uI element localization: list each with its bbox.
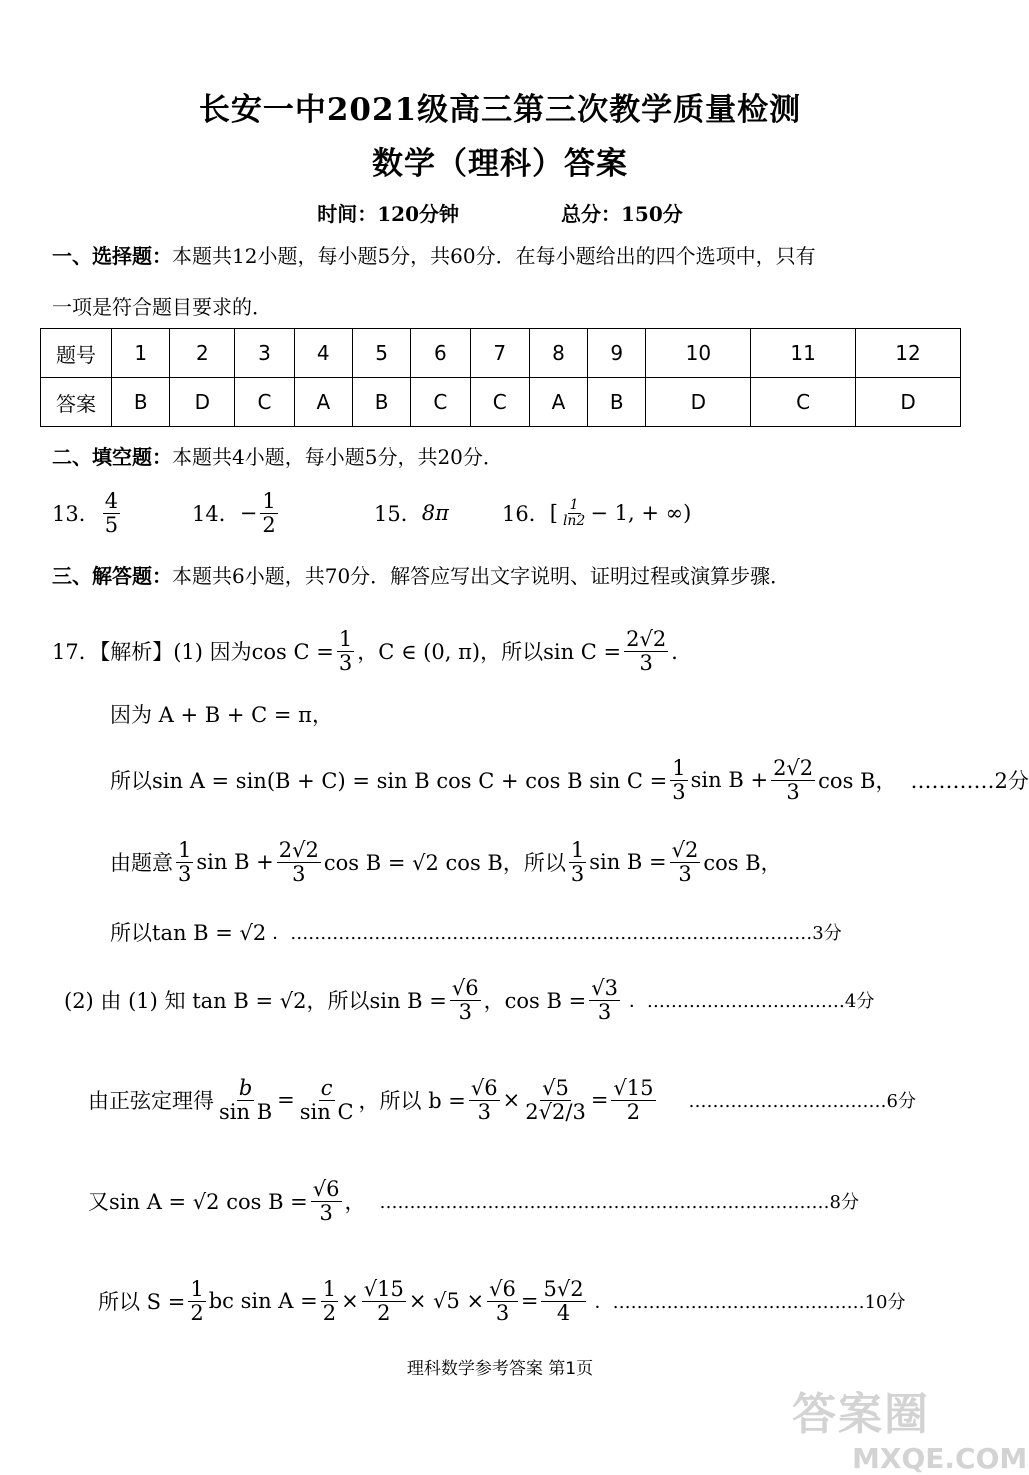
sol17-text: ，C ∈ (0, π)，所以sin C = <box>357 640 622 664</box>
sol17-text: 所以tan B = √2 <box>110 921 267 945</box>
sol17-fraction <box>217 1077 274 1122</box>
q15-answer <box>374 482 449 544</box>
table-cell: D <box>170 378 235 427</box>
numerator: √15 <box>613 1076 654 1101</box>
section1-desc: 本题共12小题，每小题5分，共60分．在每小题给出的四个选项中，只有 <box>172 244 816 268</box>
table-cell: 8 <box>529 329 587 378</box>
section1-desc-line1 <box>52 240 816 269</box>
numerator: √3 <box>591 976 618 1001</box>
table-cell: 11 <box>751 329 856 378</box>
denominator: 3 <box>672 779 686 804</box>
table-cell: D <box>646 378 751 427</box>
q14-fraction <box>260 490 277 535</box>
denominator: 3 <box>319 1200 333 1225</box>
exam-info <box>0 198 1000 227</box>
q16-answer <box>502 482 691 544</box>
sol17-fraction <box>337 628 354 673</box>
sol17-fraction <box>523 1077 588 1122</box>
section1-heading: 一、选择题： <box>52 244 172 268</box>
numerator: 1 <box>322 1277 337 1302</box>
numerator: 1 <box>672 756 686 781</box>
table-cell: 10 <box>646 329 751 378</box>
sol17-line6 <box>64 972 874 1028</box>
table-row <box>41 329 961 378</box>
sol17-text: 由题意 <box>110 851 173 875</box>
sol17-text: 由正弦定理得 <box>88 1089 214 1113</box>
denominator: 2 <box>322 1300 337 1325</box>
sol17-line5 <box>110 916 842 948</box>
denominator: 3 <box>597 999 612 1024</box>
numerator: √15 <box>363 1277 404 1302</box>
numerator: b <box>238 1076 253 1101</box>
sol17-fraction <box>298 1077 356 1122</box>
section2-desc <box>52 441 503 470</box>
page-title: 长安一中2021级高三第三次教学质量检测 <box>198 92 802 128</box>
sol17-fraction <box>541 1278 585 1323</box>
table-cell: 4 <box>294 329 352 378</box>
denominator: 3 <box>292 861 306 886</box>
q14-label: 14． <box>192 502 240 526</box>
table-cell: C <box>235 378 294 427</box>
numerator: 2√2 <box>278 838 319 863</box>
sol17-text: = <box>590 1088 609 1112</box>
numerator: 1 <box>338 627 353 652</box>
table-cell: A <box>294 378 352 427</box>
q13-label: 13． <box>52 502 100 526</box>
q14-denominator: 2 <box>262 512 276 537</box>
numerator: √6 <box>470 1076 498 1101</box>
sol17-text: (2) 由 (1) 知 tan B = √2，所以sin B = <box>64 989 447 1013</box>
sol17-text: × <box>341 1289 359 1313</box>
score-marker: …………2分 <box>910 769 1029 793</box>
denominator: 3 <box>338 650 353 675</box>
sol17-text: × √5 × <box>408 1289 485 1313</box>
table-cell: D <box>856 378 961 427</box>
sol17-fraction <box>771 757 815 802</box>
sol17-text: 所以 S = <box>98 1290 186 1314</box>
table-cell: 3 <box>235 329 294 378</box>
table-cell: 7 <box>470 329 529 378</box>
sol17-fraction <box>176 839 193 884</box>
sol17-text: ， <box>344 1190 366 1214</box>
answer-table <box>40 328 961 427</box>
sol17-line9 <box>98 1272 906 1330</box>
q16-fraction <box>561 498 587 528</box>
q16-rest: − 1, + ∞) <box>590 501 692 525</box>
q16-open-bracket: [ <box>549 501 558 525</box>
section1-desc-line2: 一项是符合题目要求的． <box>52 295 272 319</box>
denominator: 3 <box>495 1300 510 1325</box>
q15-value: 8π <box>421 501 449 525</box>
score-marker: ……………………………6分 <box>688 1091 916 1112</box>
q13-answer <box>52 482 123 544</box>
denominator: 2 <box>190 1300 204 1325</box>
sol17-text: ． <box>671 640 693 664</box>
numerator: 1 <box>178 838 192 863</box>
q14-answer <box>192 482 281 544</box>
numerator: √6 <box>312 1177 340 1202</box>
sol17-fraction <box>188 1278 205 1323</box>
numerator: √6 <box>489 1277 516 1302</box>
table-cell: C <box>411 378 470 427</box>
page-footer: 理科数学参考答案 第1页 <box>406 1359 594 1379</box>
sol17-fraction <box>611 1077 655 1122</box>
section3-heading: 三、解答题： <box>52 564 172 588</box>
sol17-line7 <box>88 1052 916 1148</box>
sol17-text: = <box>520 1289 539 1313</box>
watermark-url: MXQE.COM <box>852 1442 1028 1475</box>
table-cell: B <box>352 378 410 427</box>
denominator: sin C <box>299 1099 354 1124</box>
table-cell: 5 <box>352 329 410 378</box>
page-subtitle: 数学（理科）答案 <box>372 146 628 182</box>
table-cell: C <box>470 378 529 427</box>
denominator: 3 <box>458 999 472 1024</box>
sol17-fraction <box>362 1278 406 1323</box>
sol17-line8 <box>88 1172 859 1230</box>
sol17-line3 <box>110 752 1029 808</box>
sol17-text: sin B + <box>196 850 274 874</box>
exam-total: 总分：150分 <box>561 202 683 226</box>
sol17-text: ，所以 b = <box>358 1089 466 1113</box>
numerator: c <box>320 1076 333 1101</box>
section2-heading: 二、填空题： <box>52 445 172 469</box>
table-header-cell: 答案 <box>41 378 112 427</box>
denominator: 3 <box>678 861 692 886</box>
numerator: √2 <box>671 838 699 863</box>
q16-denominator: ln2 <box>562 512 586 529</box>
fill-answers <box>52 482 952 544</box>
numerator: 5√2 <box>543 1277 584 1302</box>
table-row <box>41 378 961 427</box>
score-marker: ．……………………………………………………………………………3分 <box>272 923 842 944</box>
q13-numerator: 4 <box>104 489 119 514</box>
numerator: 1 <box>190 1277 204 1302</box>
sol17-fraction <box>450 977 481 1022</box>
sol17-fraction <box>624 628 668 673</box>
sol17-text: cos B， <box>818 769 897 793</box>
sol17-text: = <box>277 1088 295 1112</box>
score-marker: ．……………………………………10分 <box>594 1292 906 1313</box>
sol17-line4 <box>110 834 782 890</box>
q16-label: 16． <box>502 502 550 526</box>
q14-numerator: 1 <box>262 489 276 514</box>
denominator: sin B <box>219 1099 273 1124</box>
sol17-line1 <box>52 624 692 678</box>
sol17-fraction <box>469 1077 500 1122</box>
q13-denominator: 5 <box>104 512 119 537</box>
table-cell: C <box>751 378 856 427</box>
denominator: 2√2/3 <box>525 1099 586 1124</box>
table-cell: A <box>529 378 587 427</box>
q16-numerator: 1 <box>569 496 579 513</box>
q13-fraction <box>103 490 120 535</box>
sol17-fraction <box>670 839 701 884</box>
denominator: 2 <box>377 1300 391 1325</box>
denominator: 3 <box>786 779 800 804</box>
numerator: √5 <box>542 1076 569 1101</box>
table-cell: 2 <box>170 329 235 378</box>
numerator: √6 <box>451 976 479 1001</box>
sol17-text: sin B = <box>589 850 667 874</box>
sol17-text: cos B， <box>703 851 782 875</box>
table-cell: 12 <box>856 329 961 378</box>
section3-desc <box>52 560 790 589</box>
denominator: 4 <box>556 1300 571 1325</box>
sol17-fraction <box>277 839 321 884</box>
sol17-text: sin B + <box>690 768 769 792</box>
sol17-fraction <box>311 1178 342 1223</box>
sol17-fraction <box>487 1278 518 1323</box>
sol17-text: 17．【解析】(1) 因为cos C = <box>52 640 334 664</box>
sol17-text: × <box>502 1088 521 1112</box>
sol17-text: ，cos B = <box>483 989 587 1013</box>
denominator: 3 <box>570 861 585 886</box>
table-cell: 1 <box>112 329 170 378</box>
denominator: 3 <box>178 861 192 886</box>
sol17-text: bc sin A = <box>208 1289 318 1313</box>
q15-label: 15． <box>374 502 422 526</box>
sol17-fraction <box>321 1278 338 1323</box>
numerator: 2√2 <box>626 627 667 652</box>
score-marker: …………………………………………………………………8分 <box>379 1192 859 1213</box>
watermark-logo <box>792 1378 1027 1475</box>
section2-desc-text: 本题共4小题，每小题5分，共20分． <box>172 445 503 469</box>
denominator: 3 <box>639 650 653 675</box>
sol17-fraction <box>670 757 687 802</box>
sol17-text: 所以sin A = sin(B + C) = sin B cos C + cos B sin C = <box>110 769 668 793</box>
q14-sign: − <box>239 501 258 525</box>
sol17-text: 又sin A = √2 cos B = <box>88 1190 308 1214</box>
table-cell: 6 <box>411 329 470 378</box>
numerator: 2√2 <box>773 756 814 781</box>
sol17-text: cos B = √2 cos B，所以 <box>323 851 566 875</box>
sol17-fraction <box>589 977 620 1022</box>
score-marker: ．……………………………4分 <box>628 991 875 1012</box>
table-cell: B <box>112 378 170 427</box>
exam-time: 时间：120分钟 <box>317 202 459 226</box>
numerator: 1 <box>570 838 585 863</box>
table-cell: B <box>588 378 646 427</box>
section3-desc-text: 本题共6小题，共70分．解答应写出文字说明、证明过程或演算步骤． <box>172 564 791 588</box>
denominator: 3 <box>477 1099 491 1124</box>
sol17-line2: 因为 A + B + C = π， <box>110 703 333 727</box>
table-header-cell: 题号 <box>41 329 112 378</box>
sol17-fraction <box>569 839 586 884</box>
table-cell: 9 <box>588 329 646 378</box>
denominator: 2 <box>626 1099 641 1124</box>
watermark-text: 答案圈 <box>792 1389 930 1440</box>
